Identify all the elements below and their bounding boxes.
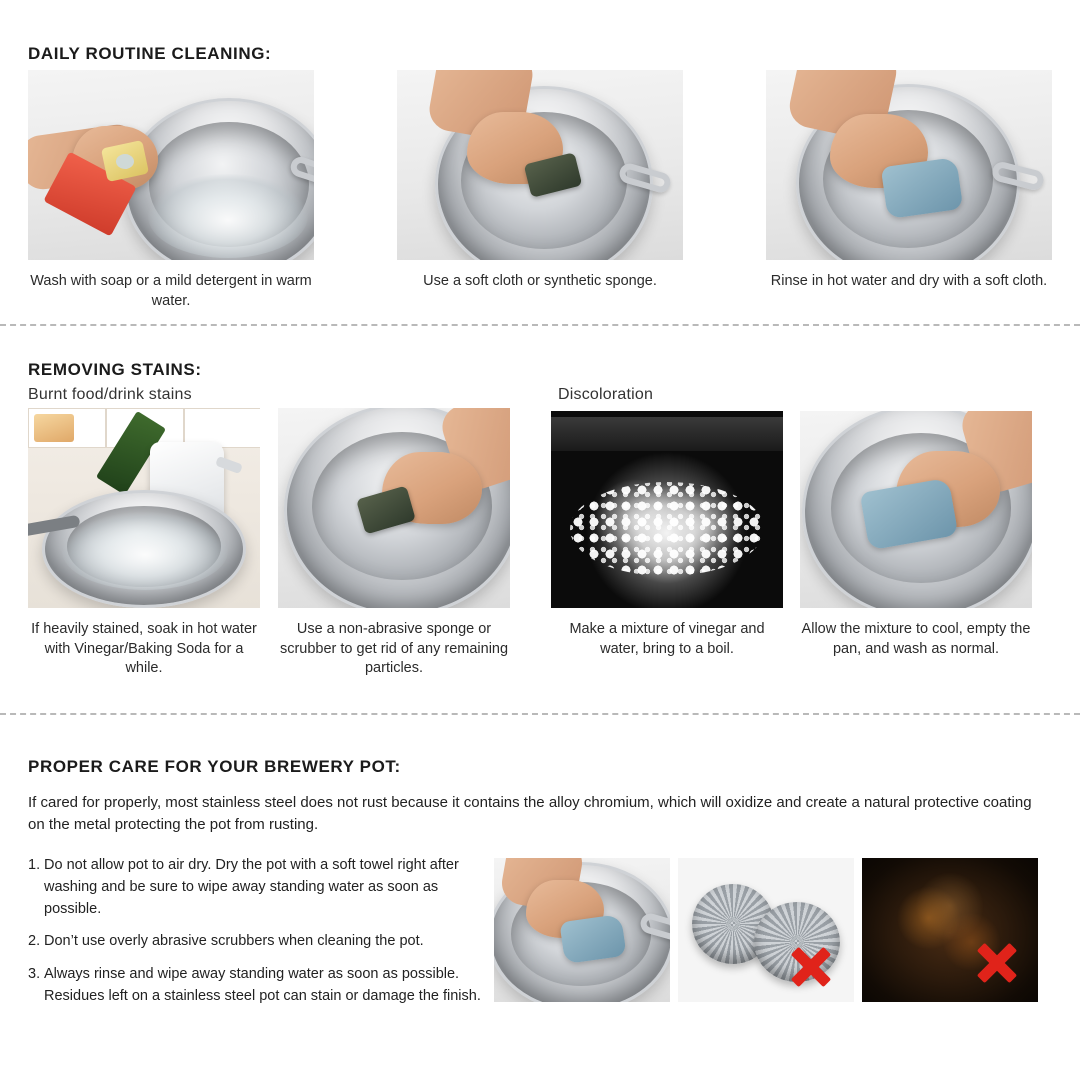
photo-pouring-vinegar-and-hot-water-into-pan <box>28 408 260 608</box>
daily-step-3 <box>766 70 1052 292</box>
stains-step-3-caption: Make a mixture of vinegar and water, bring to a boil. <box>569 621 765 657</box>
care-section-title: PROPER CARE FOR YOUR BREWERY POT: <box>28 757 401 776</box>
divider-2 <box>0 713 1080 715</box>
daily-step-2 <box>397 70 683 292</box>
stains-section-title: REMOVING STAINS: <box>28 360 202 379</box>
daily-step-1 <box>28 70 314 311</box>
care-list-item-number: 1. <box>28 857 41 873</box>
photo-hand-washing-pan-with-blue-cloth <box>800 411 1032 608</box>
stains-step-1 <box>28 408 260 679</box>
daily-step-2-caption: Use a soft cloth or synthetic sponge. <box>423 273 657 289</box>
daily-section-title: DAILY ROUTINE CLEANING: <box>28 44 272 63</box>
photo-hand-scrubbing-pan-with-sponge <box>278 408 510 608</box>
daily-step-1-caption: Wash with soap or a mild detergent in warm water. <box>30 273 312 309</box>
stains-step-4-caption: Allow the mixture to cool, empty the pan, and wash as normal. <box>801 621 1031 657</box>
red-x-icon <box>788 944 834 990</box>
stains-subtitle-discoloration: Discoloration <box>558 386 654 403</box>
photo-burnt-rusted-pot-interior <box>862 858 1038 1002</box>
care-list-item-number: 2. <box>28 933 41 950</box>
stains-step-2-caption: Use a non-abrasive sponge or scrubber to get rid of any remaining particles. <box>279 621 509 677</box>
red-x-icon <box>974 940 1020 986</box>
stains-step-3 <box>551 411 783 659</box>
stains-step-4 <box>800 411 1032 659</box>
daily-step-3-caption: Rinse in hot water and dry with a soft cloth. <box>770 273 1048 289</box>
photo-steel-wool-scrubbers <box>678 858 854 1002</box>
photo-pan-with-boiling-water <box>551 411 783 608</box>
care-list-item <box>28 855 486 920</box>
care-list-item-text: Always rinse and wipe away standing water as soon as possible. Residues left on a stainless steel pot can stain or damage the finish. <box>44 966 481 1004</box>
photo-hand-pouring-detergent-into-pan <box>28 70 314 260</box>
care-paragraph: If cared for properly, most stainless steel does not rust because it contains the alloy chromium, which will oxidize and create a natural protective coating on the metal protecting the pot from rusting. <box>28 794 1032 833</box>
photo-hand-drying-pot-with-cloth <box>494 858 670 1002</box>
care-list <box>28 855 486 1019</box>
care-list-item-text: Do not allow pot to air dry. Dry the pot with a soft towel right after washing and be sure to wipe away standing water as soon as possible. <box>44 857 459 917</box>
stains-subtitle-burnt: Burnt food/drink stains <box>28 386 192 403</box>
stains-step-1-caption: If heavily stained, soak in hot water with Vinegar/Baking Soda for a while. <box>31 621 257 677</box>
photo-hand-drying-pan-with-cloth <box>766 70 1052 260</box>
divider-1 <box>0 324 1080 326</box>
care-list-item-text: Don’t use overly abrasive scrubbers when cleaning the pot. <box>44 933 424 950</box>
care-list-item <box>28 931 486 953</box>
photo-hand-wiping-pan-with-sponge <box>397 70 683 260</box>
care-list-item <box>28 964 486 1008</box>
stains-step-2 <box>278 408 510 679</box>
care-list-item-number: 3. <box>28 966 41 982</box>
